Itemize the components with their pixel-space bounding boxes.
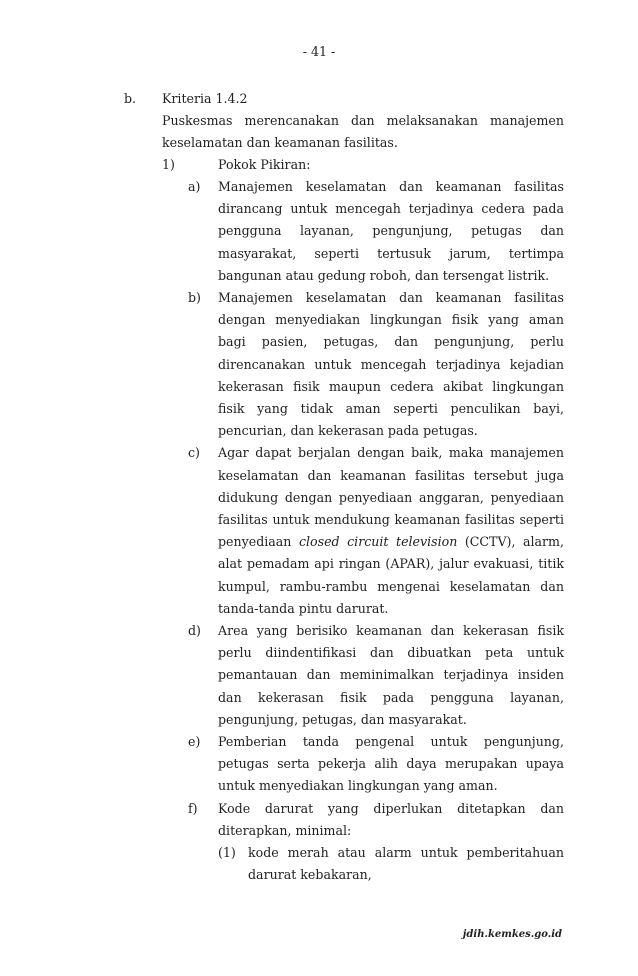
criteria-title: Kriteria 1.4.2	[162, 91, 248, 106]
list-item	[188, 620, 564, 731]
item-text: Kode darurat yang diperlukan ditetapkan dan diterapkan, minimal:	[218, 800, 564, 838]
list-item	[188, 442, 564, 620]
list-item	[188, 176, 564, 287]
item-text-part: Agar dapat berjalan dengan baik, maka manajemen keselamatan dan keamanan fasilitas tersebut juga didukung dengan penyediaan anggaran, penyediaan fasilitas untuk mendukung keamanan fasilitas seperti penyediaan	[218, 445, 564, 550]
list-item	[188, 798, 564, 886]
footer-source: jdih.kemkes.go.id	[462, 929, 562, 940]
item-text: Manajemen keselamatan dan keamanan fasilitas dirancang untuk mencegah terjadinya cedera pada pengguna layanan, pengunjung, petugas dan masyarakat, seperti tertusuk jarum, tertimpa bangunan atau gedung roboh, dan tersengat listrik.	[218, 179, 564, 283]
item-marker: f)	[188, 800, 198, 816]
point-title: Pokok Pikiran:	[218, 157, 311, 172]
item-marker: c)	[188, 445, 200, 461]
subitem-text: kode merah atau alarm untuk pemberitahuan darurat kebakaran,	[248, 845, 564, 883]
item-marker: e)	[188, 734, 201, 750]
list-item	[188, 731, 564, 798]
sub-list	[218, 842, 564, 886]
item-text: Manajemen keselamatan dan keamanan fasilitas dengan menyediakan lingkungan fisik yang aman bagi pasien, petugas, dan pengunjung, perlu direncanakan untuk mencegah terjadinya kejadian kekerasan fisik maupun cedera akibat lingkungan fisik yang tidak aman seperti penculikan bayi, pencurian, dan kekerasan pada petugas.	[218, 290, 564, 439]
section-marker: b.	[124, 91, 137, 106]
item-marker: a)	[188, 179, 201, 194]
list-item	[188, 287, 564, 442]
criteria-section	[124, 88, 564, 886]
item-text-part: (CCTV), alarm, alat pemadam api ringan (APAR), jalur evakuasi, titik kumpul, rambu-rambu mengenai keselamatan dan tanda-tanda pintu darurat.	[218, 534, 564, 616]
item-text: Pemberian tanda pengenal untuk pengunjung, petugas serta pekerja alih daya merupakan upaya untuk menyediakan lingkungan yang aman.	[218, 734, 564, 794]
criteria-heading	[124, 88, 564, 110]
point-items	[188, 176, 564, 886]
subitem-marker: (1)	[218, 845, 236, 861]
item-marker: b)	[188, 290, 201, 306]
page-number: - 41 -	[302, 44, 336, 59]
point-heading	[162, 154, 564, 176]
point-marker: 1)	[162, 157, 175, 172]
sub-list-item	[218, 842, 564, 886]
item-text-italic: closed circuit television	[298, 534, 458, 550]
item-text	[218, 442, 564, 620]
item-marker: d)	[188, 623, 201, 639]
criteria-intro: Puskesmas merencanakan dan melaksanakan manajemen keselamatan dan keamanan fasilitas.	[162, 113, 564, 150]
item-text: Area yang berisiko keamanan dan kekerasan fisik perlu diindentifikasi dan dibuatkan peta untuk pemantauan dan meminimalkan terjadinya insiden dan kekerasan fisik pada pengguna layanan, pengunjung, petugas, dan masyarakat.	[218, 623, 564, 727]
